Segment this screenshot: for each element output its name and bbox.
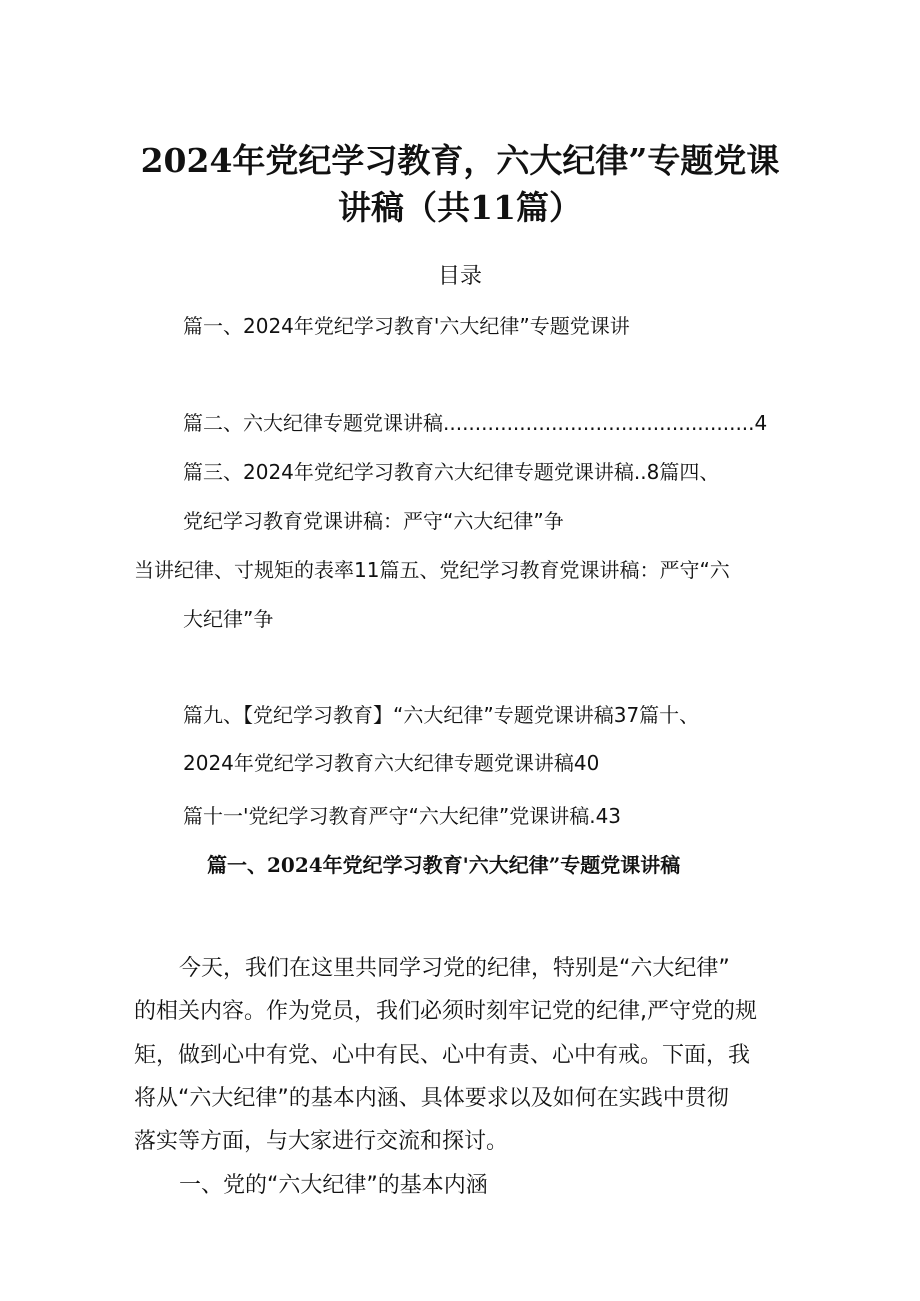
document-title-line-1: 2024年党纪学习教育，六大纪律”专题党课 <box>140 141 780 180</box>
toc-line: 大纪律”争 <box>183 607 274 631</box>
toc-line: 当讲纪律、寸规矩的表率11篇五、党纪学习教育党课讲稿：严守“六 <box>134 558 730 582</box>
body-line: 的相关内容。作为党员，我们必须时刻牢记党的纪律,严守党的规 <box>134 999 757 1024</box>
toc-line: 党纪学习教育党课讲稿：严守“六大纪律”争 <box>183 509 564 533</box>
section-heading: 篇一、2024年党纪学习教育'六大纪律”专题党课讲稿 <box>207 853 681 877</box>
subsection-heading: 一、党的“六大纪律”的基本内涵 <box>179 1173 488 1198</box>
body-line: 落实等方面，与大家进行交流和探讨。 <box>134 1129 509 1154</box>
toc-line: 篇三、2024年党纪学习教育六大纪律专题党课讲稿..8篇四、 <box>183 460 720 484</box>
body-line: 将从“六大纪律”的基本内涵、具体要求以及如何在实践中贯彻 <box>134 1086 729 1111</box>
body-line: 今天，我们在这里共同学习党的纪律，特别是“六大纪律” <box>179 956 730 981</box>
toc-line: 篇九、【党纪学习教育】“六大纪律”专题党课讲稿37篇十、 <box>183 703 700 727</box>
body-line: 矩，做到心中有党、心中有民、心中有责、心中有戒。下面，我 <box>134 1043 751 1068</box>
toc-heading: 目录 <box>437 264 482 289</box>
document-title-line-2: 讲稿（共11篇） <box>338 188 582 227</box>
toc-line: 篇二、六大纪律专题党课讲稿.................................................4 <box>183 411 768 435</box>
toc-line: 篇十一'党纪学习教育严守“六大纪律”党课讲稿.43 <box>183 804 622 828</box>
toc-line: 2024年党纪学习教育六大纪律专题党课讲稿40 <box>183 751 600 775</box>
toc-line: 篇一、2024年党纪学习教育'六大纪律”专题党课讲 <box>183 314 630 338</box>
